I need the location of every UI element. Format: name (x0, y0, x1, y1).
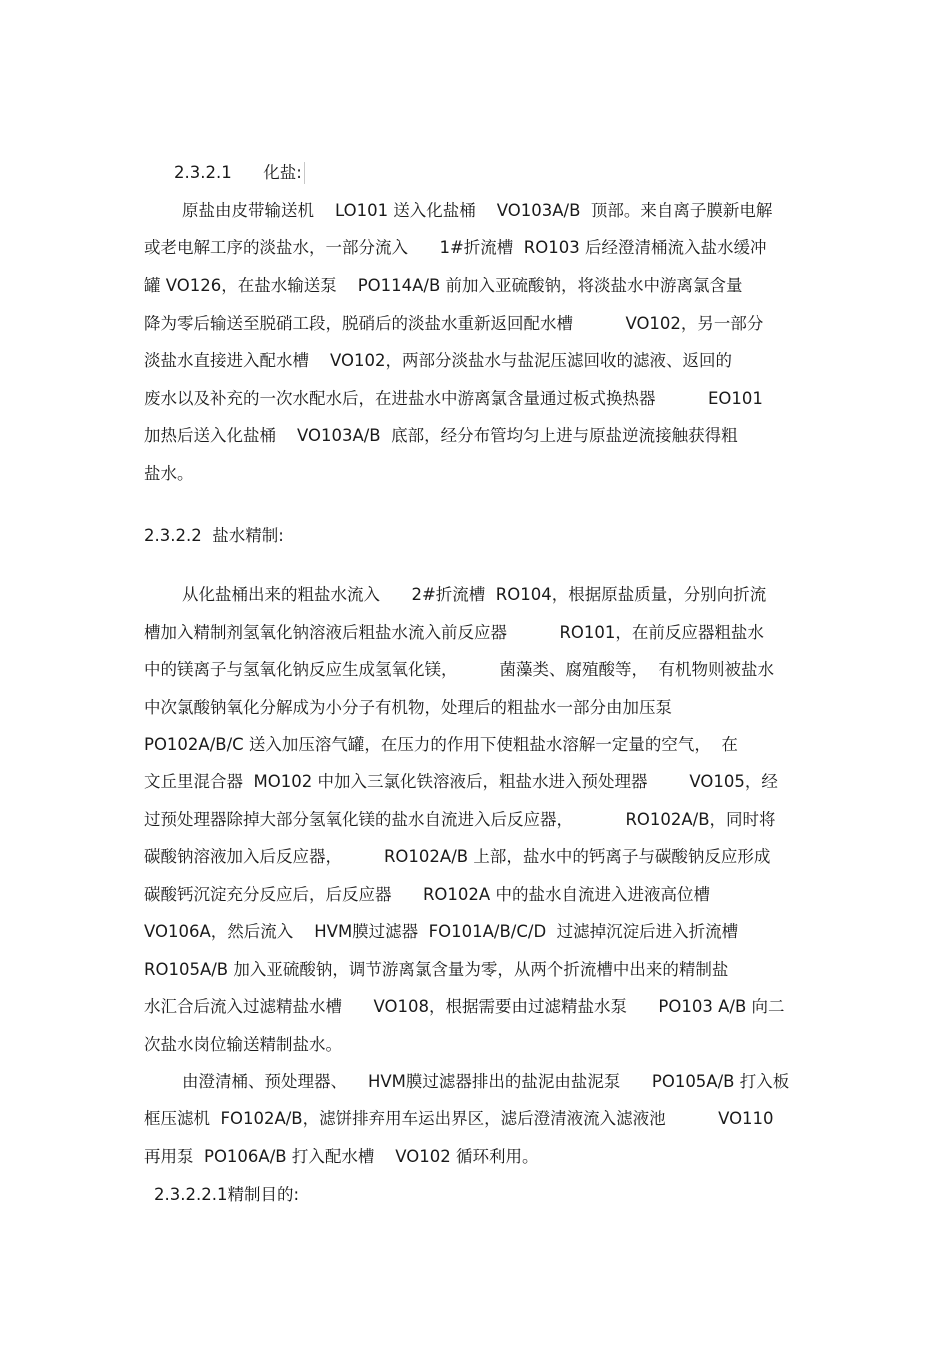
paragraph-line: 或老电解工序的淡盐水，一部分流入 1#折流槽 RO103 后经澄清桶流入盐水缓冲 (144, 238, 767, 257)
paragraph-line: 由澄清桶、预处理器、 HVM膜过滤器排出的盐泥由盐泥泵 PO105A/B 打入板 (182, 1072, 790, 1091)
section-heading-2-3-2-2: 2.3.2.2 盐水精制: (144, 526, 284, 545)
paragraph-line: 次盐水岗位输送精制盐水。 (144, 1035, 342, 1054)
paragraph-line: 文丘里混合器 MO102 中加入三氯化铁溶液后，粗盐水进入预处理器 VO105，经 (144, 772, 778, 791)
paragraph-line: 过预处理器除掉大部分氢氧化镁的盐水自流进入后反应器， RO102A/B，同时将 (144, 810, 776, 829)
paragraph-line: 降为零后输送至脱硝工段，脱硝后的淡盐水重新返回配水槽 VO102，另一部分 (144, 314, 764, 333)
section-heading-2-3-2-1: 2.3.2.1 化盐: (174, 163, 302, 182)
text-cursor-mark (304, 162, 305, 184)
paragraph-line: RO105A/B 加入亚硫酸钠，调节游离氯含量为零，从两个折流槽中出来的精制盐 (144, 960, 729, 979)
paragraph-line: 盐水。 (144, 464, 194, 483)
paragraph-line: 框压滤机 FO102A/B，滤饼排弃用车运出界区，滤后澄清液流入滤液池 VO110 (144, 1109, 774, 1128)
paragraph-line: 水汇合后流入过滤精盐水槽 VO108，根据需要由过滤精盐水泵 PO103 A/B 向二 (144, 997, 785, 1016)
paragraph-line: 淡盐水直接进入配水槽 VO102，两部分淡盐水与盐泥压滤回收的滤液、返回的 (144, 351, 732, 370)
paragraph-line: 碳酸钙沉淀充分反应后，后反应器 RO102A 中的盐水自流进入进液高位槽 (144, 885, 710, 904)
paragraph-line: 从化盐桶出来的粗盐水流入 2#折流槽 RO104，根据原盐质量，分别向折流 (182, 585, 767, 604)
paragraph-line: 废水以及补充的一次水配水后，在进盐水中游离氯含量通过板式换热器 EO101 (144, 389, 763, 408)
paragraph-line: PO102A/B/C 送入加压溶气罐，在压力的作用下使粗盐水溶解一定量的空气， 在 (144, 735, 738, 754)
paragraph-line: 原盐由皮带输送机 LO101 送入化盐桶 VO103A/B 顶部。来自离子膜新电解 (182, 201, 773, 220)
paragraph-line: 中的镁离子与氢氧化钠反应生成氢氧化镁， 菌藻类、腐殖酸等， 有机物则被盐水 (144, 660, 774, 679)
paragraph-line: 加热后送入化盐桶 VO103A/B 底部，经分布管均匀上进与原盐逆流接触获得粗 (144, 426, 738, 445)
section-heading-2-3-2-2-1: 2.3.2.2.1精制目的: (154, 1185, 300, 1204)
paragraph-line: 再用泵 PO106A/B 打入配水槽 VO102 循环利用。 (144, 1147, 539, 1166)
paragraph-line: 中次氯酸钠氧化分解成为小分子有机物，处理后的粗盐水一部分由加压泵 (144, 698, 672, 717)
paragraph-line: VO106A，然后流入 HVM膜过滤器 FO101A/B/C/D 过滤掉沉淀后进入折流槽 (144, 922, 739, 941)
paragraph-line: 槽加入精制剂氢氧化钠溶液后粗盐水流入前反应器 RO101，在前反应器粗盐水 (144, 623, 764, 642)
paragraph-line: 罐 VO126，在盐水输送泵 PO114A/B 前加入亚硫酸钠，将淡盐水中游离氯含量 (144, 276, 743, 295)
paragraph-line: 碳酸钠溶液加入后反应器， RO102A/B 上部，盐水中的钙离子与碳酸钠反应形成 (144, 847, 771, 866)
